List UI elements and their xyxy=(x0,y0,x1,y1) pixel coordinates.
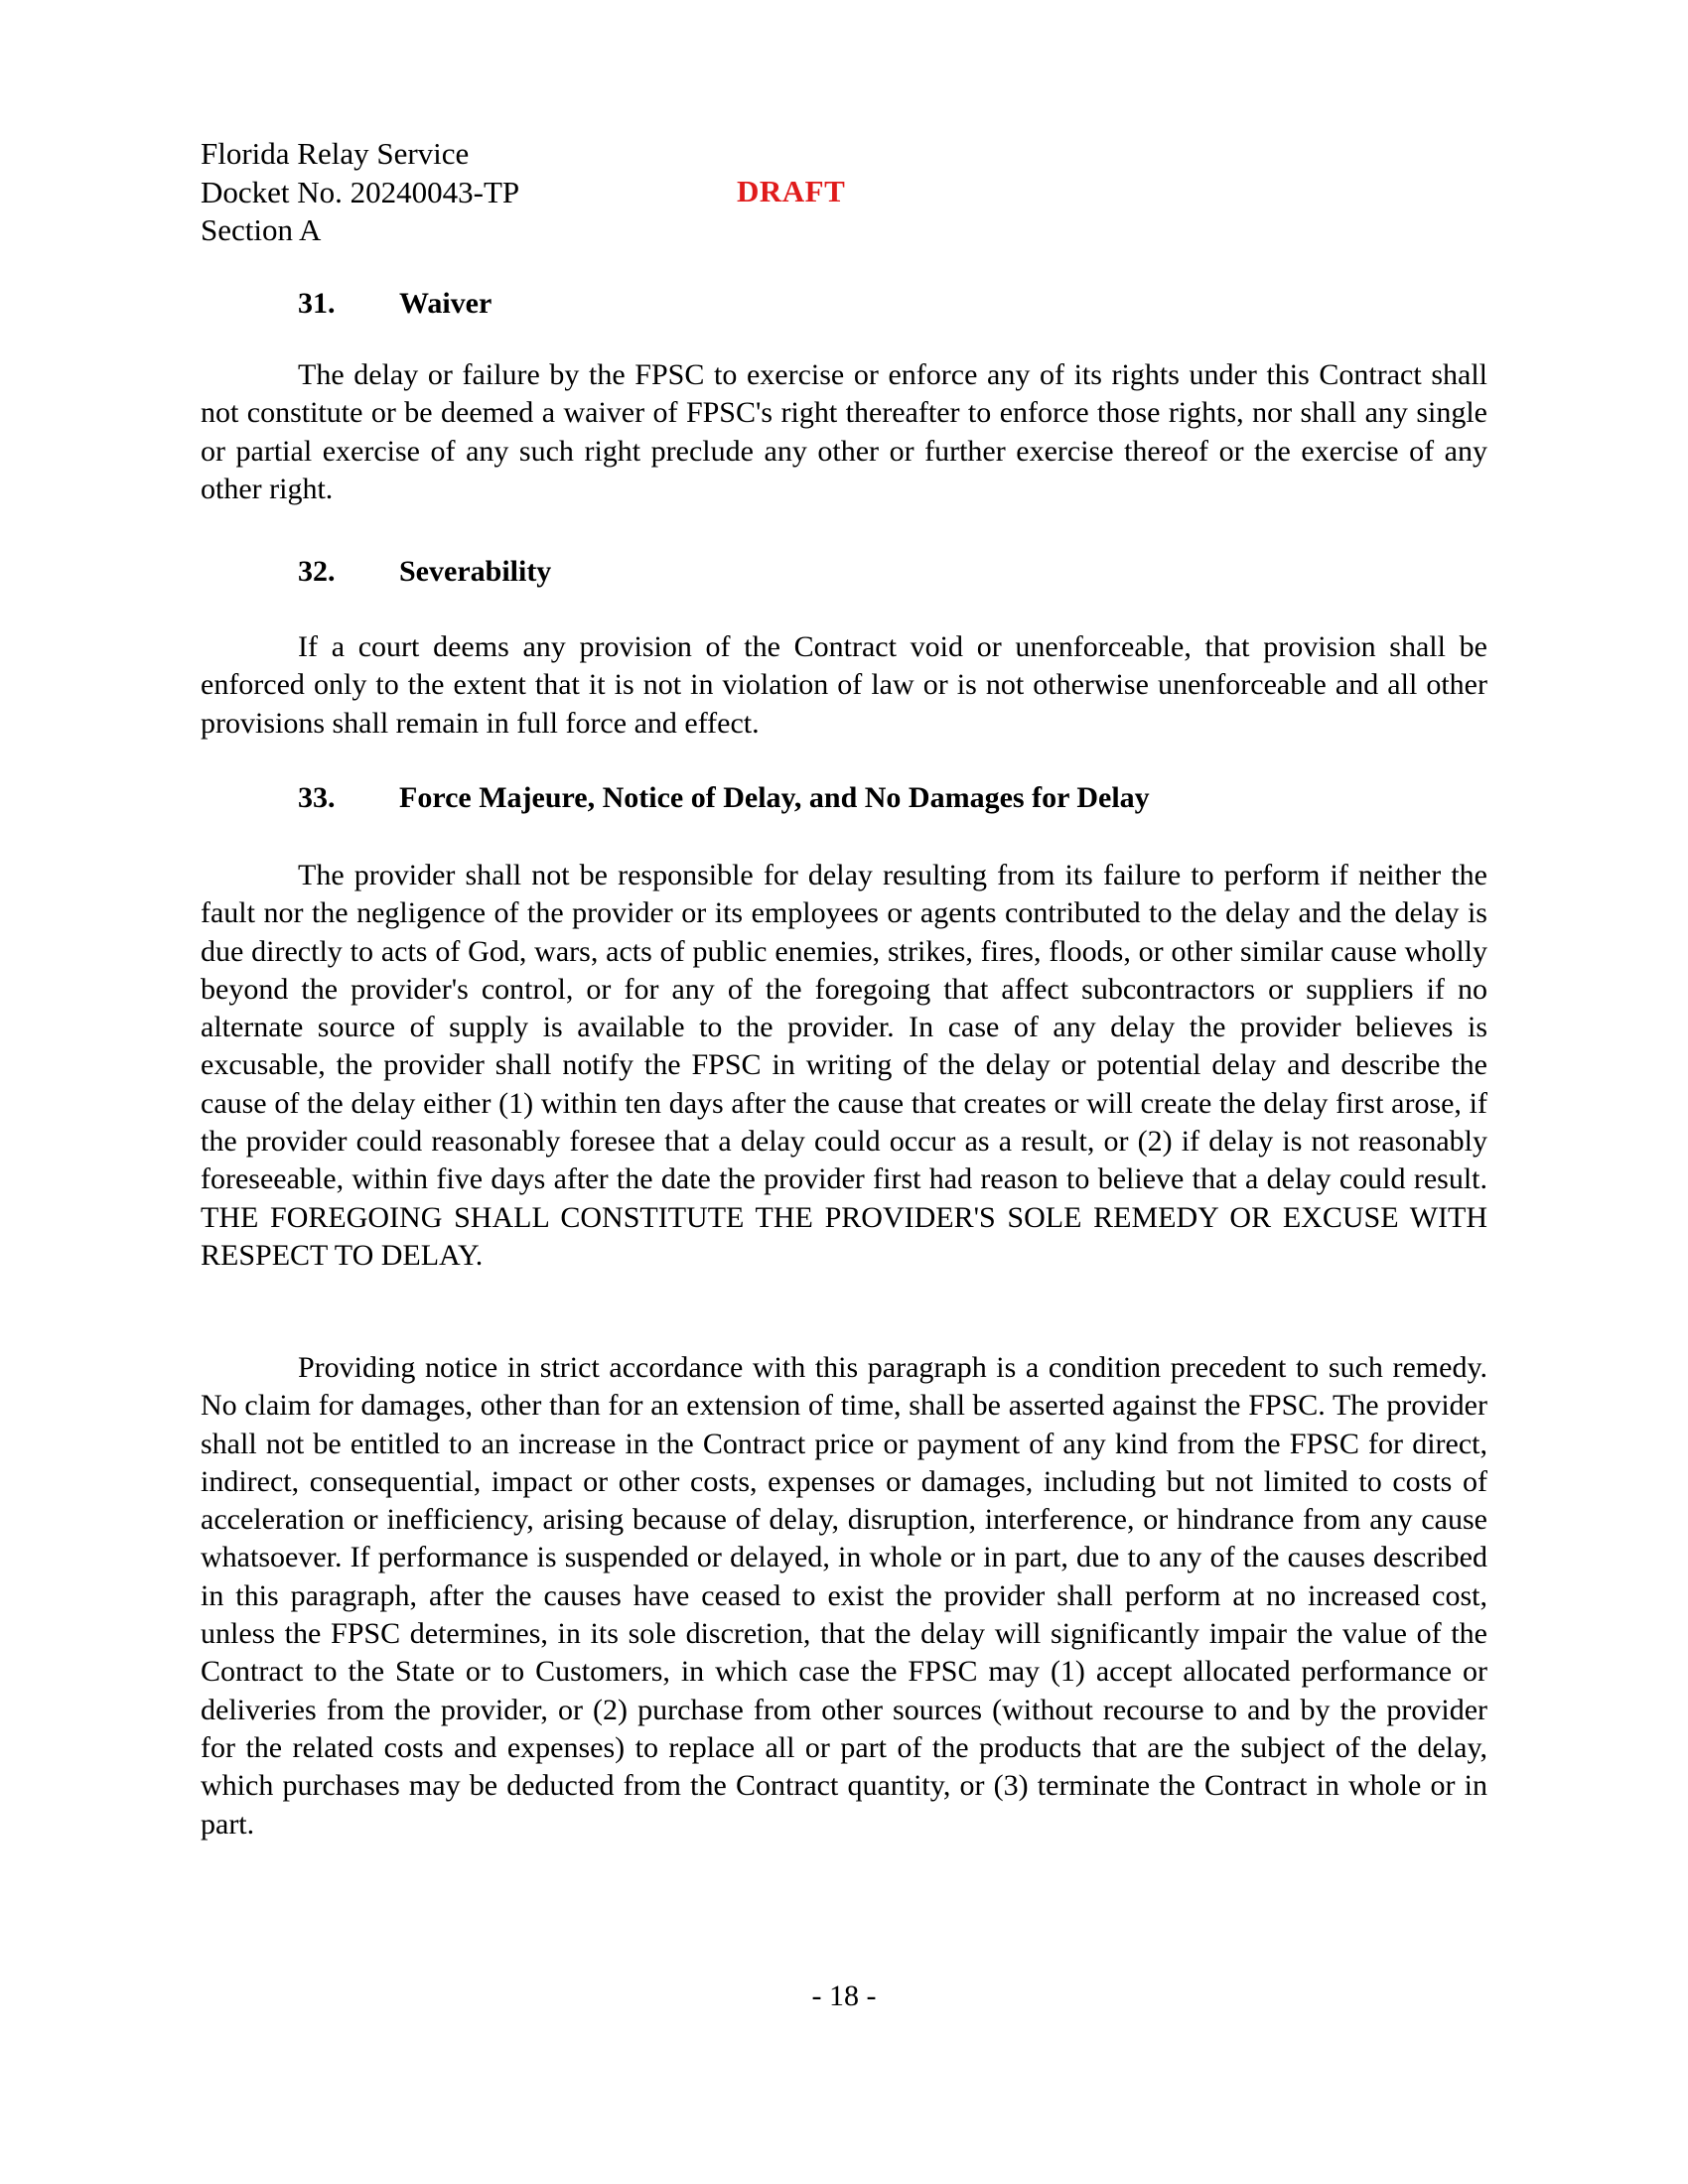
section-heading-force-majeure xyxy=(298,779,1150,817)
header-docket-number: Docket No. 20240043-TP xyxy=(201,174,520,209)
section-number: 33. xyxy=(298,781,336,814)
section-paragraph: The delay or failure by the FPSC to exercise or enforce any of its rights under this Contract shall not constitute or be deemed a waiver of FPSC's right thereafter to enforce those rights, nor shall any single or partial exercise of any such right preclude any other or further exercise thereof or the exercise of any other right. xyxy=(201,358,1487,505)
section-heading-waiver xyxy=(298,285,492,323)
section-paragraph: If a court deems any provision of the Contract void or unenforceable, that provision shall be enforced only to the extent that it is not in violation of law or is not otherwise unenforceable and all other provisions shall remain in full force and effect. xyxy=(201,630,1487,740)
section-heading-severability xyxy=(298,553,551,591)
page-number: - 18 - xyxy=(811,1979,877,2012)
section-paragraph: Providing notice in strict accordance with this paragraph is a condition precedent to such remedy. No claim for damages, other than for an extension of time, shall be asserted against the FPSC. The provider shall not be entitled to an increase in the Contract price or payment of any kind from the FPSC for direct, indirect, consequential, impact or other costs, expenses or damages, including but not limited to costs of acceleration or inefficiency, arising because of delay, disruption, interference, or hindrance from any cause whatsoever. If performance is suspended or delayed, in whole or in part, due to any of the causes described in this paragraph, after the causes have ceased to exist the provider shall perform at no increased cost, unless the FPSC determines, in its sole discretion, that the delay will significantly impair the value of the Contract to the State or to Customers, in which case the FPSC may (1) accept allocated performance or deliveries from the provider, or (2) purchase from other sources (without recourse to and by the provider for the related costs and expenses) to replace all or part of the products that are the subject of the delay, which purchases may be deducted from the Contract quantity, or (3) terminate the Contract in whole or in part. xyxy=(201,1351,1487,1841)
section-number: 31. xyxy=(298,287,336,320)
section-number: 32. xyxy=(298,555,336,588)
section-title: Severability xyxy=(399,555,552,588)
section-title: Waiver xyxy=(399,287,492,320)
header-section: Section A xyxy=(201,212,322,247)
document-header xyxy=(201,135,519,250)
draft-label: DRAFT xyxy=(737,174,846,208)
section-title: Force Majeure, Notice of Delay, and No Damages for Delay xyxy=(399,781,1150,814)
header-service-name: Florida Relay Service xyxy=(201,136,470,171)
section-paragraph: The provider shall not be responsible for delay resulting from its failure to perform if neither the fault nor the negligence of the provider or its employees or agents contributed to the delay and the delay is due directly to acts of God, wars, acts of public enemies, strikes, fires, floods, or other similar cause wholly beyond the provider's control, or for any of the foregoing that affect subcontractors or suppliers if no alternate source of supply is available to the provider. In case of any delay the provider believes is excusable, the provider shall notify the FPSC in writing of the delay or potential delay and describe the cause of the delay either (1) within ten days after the cause that creates or will create the delay first arose, if the provider could reasonably foresee that a delay could occur as a result, or (2) if delay is not reasonably foreseeable, within five days after the date the provider first had reason to believe that a delay could result. THE FOREGOING SHALL CONSTITUTE THE PROVIDER'S SOLE REMEDY OR EXCUSE WITH RESPECT TO DELAY. xyxy=(201,859,1487,1272)
